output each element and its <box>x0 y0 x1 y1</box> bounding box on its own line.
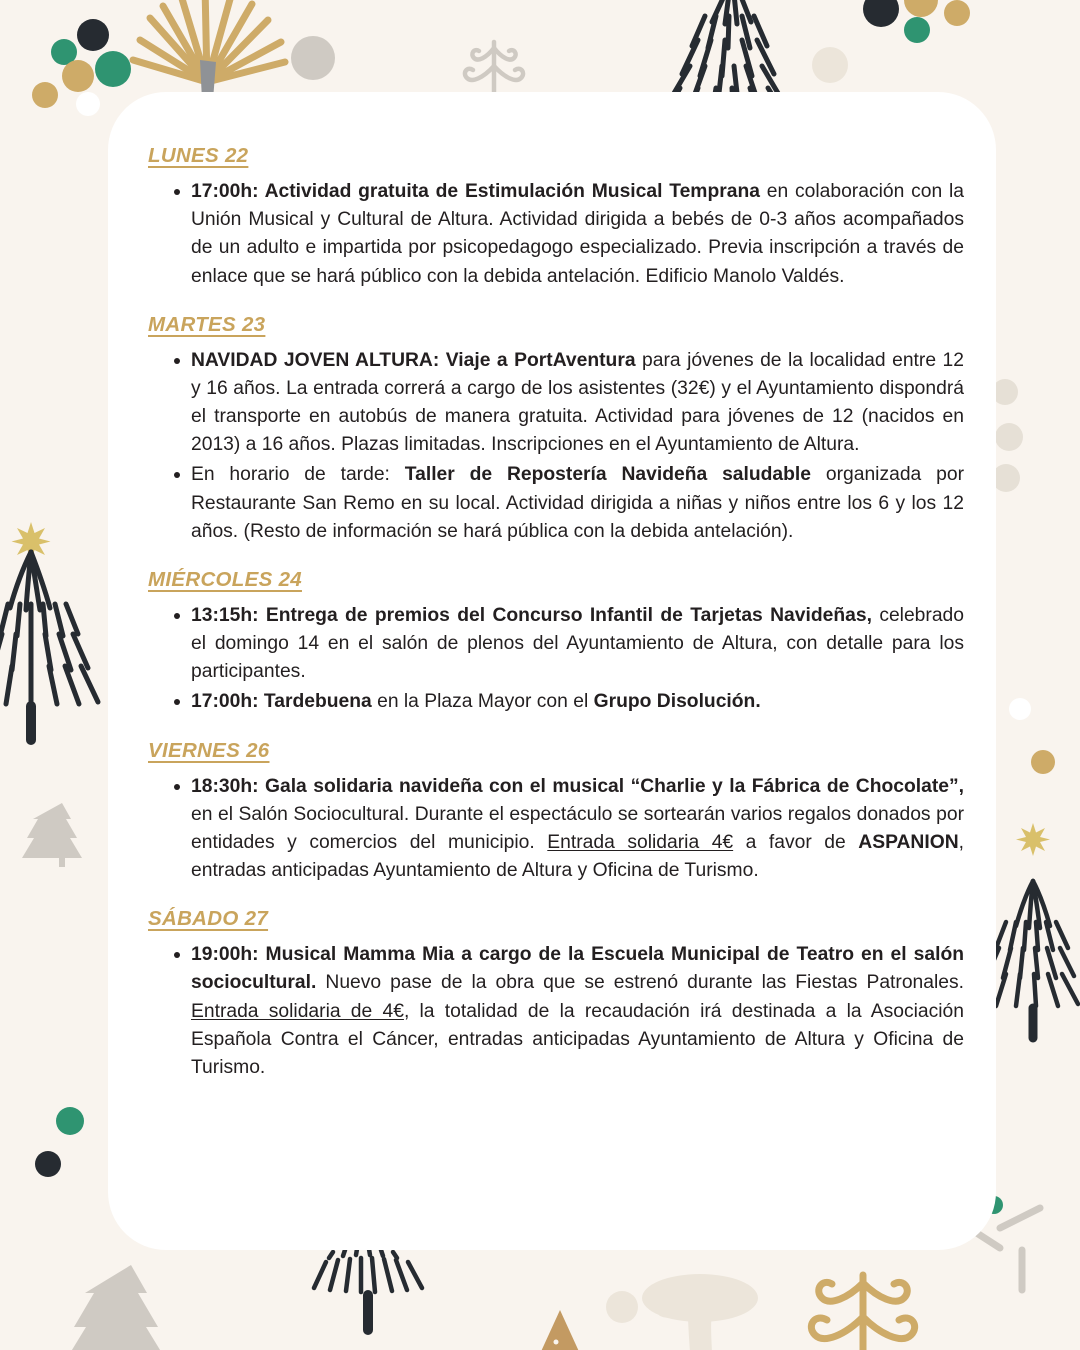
event-text-segment: 17:00h: Tardebuena <box>191 691 372 713</box>
event-text-segment: en el Salón Sociocultural. Durante el espectáculo se sortearán varios regalos donados por entidades y comercios del municipio. <box>191 803 964 853</box>
tree-dark-sketch-bottom-icon <box>314 1249 422 1330</box>
dot-green-top-right <box>904 17 930 43</box>
day-block <box>140 907 964 1082</box>
event-item <box>174 602 964 687</box>
tree-grey-solid-left-icon <box>22 803 82 867</box>
star-gold-right-icon <box>1016 823 1050 856</box>
mushroom-cream-bottom-icon <box>642 1274 758 1350</box>
event-item <box>174 347 964 460</box>
day-heading: MARTES 23 <box>148 312 266 336</box>
event-list <box>140 602 964 717</box>
dot-dark-mid-left <box>35 1151 61 1177</box>
dot-gold-medium <box>62 60 94 92</box>
event-item <box>174 941 964 1082</box>
event-text-segment: a favor de <box>733 831 859 853</box>
event-item <box>174 178 964 291</box>
schedule-list <box>140 144 964 1082</box>
dot-green-small <box>51 39 77 65</box>
dot-white-small <box>76 92 100 116</box>
event-text-segment: 19:00h: Musical Mamma Mia a cargo de la Escuela Municipal de Teatro en el salón sociocultural. <box>191 944 964 994</box>
dot-cream-bottom <box>606 1291 638 1323</box>
event-text-segment: Taller de Repostería Navideña saludable <box>404 464 812 486</box>
event-text-segment: para jóvenes de la localidad entre 12 y 16 años. La entrada correrá a cargo de los asistentes (32€) y el Ayuntamiento dispondrá el transporte en autobús de manera gratuita. Actividad para jóvenes de 12 (nacidos en 2013) a 16 años. Plazas limitadas. Inscripciones en el Ayuntamiento de Altura. <box>191 349 964 456</box>
day-block <box>140 144 964 291</box>
event-text-segment: 17:00h: Actividad gratuita de Estimulación Musical Temprana <box>191 181 760 202</box>
dot-gold-right-mid <box>1031 750 1055 774</box>
program-card <box>108 92 996 1250</box>
event-text-segment: Grupo Disolución. <box>593 691 761 713</box>
dot-gold-small <box>32 82 58 108</box>
dots-grey-right-column-icon <box>992 379 1023 492</box>
day-block <box>140 568 964 717</box>
dot-cream-top <box>812 47 848 83</box>
dot-green-medium <box>95 51 131 87</box>
event-text-segment: , la totalidad de la recaudación irá destinada a la Asociación Española Contra el Cáncer, entradas anticipadas Ayuntamiento de Altura y Oficina de Turismo. <box>191 1000 964 1078</box>
day-block <box>140 313 964 546</box>
event-text-segment: NAVIDAD JOVEN ALTURA: Viaje a PortAventura <box>191 349 636 371</box>
event-item <box>174 688 964 716</box>
event-item <box>174 773 964 886</box>
tree-dark-sketch-left-icon <box>0 522 98 740</box>
event-list <box>140 347 964 546</box>
event-text-segment: en la Plaza Mayor con el <box>371 691 594 713</box>
tree-gold-ornate-bottom-icon <box>811 1275 914 1350</box>
event-text-segment: organizada por Restaurante San Remo en su local. Actividad dirigida a niñas y niños entre los 6 y los 12 años. (Resto de información se hará pública con la debida antelación). <box>191 464 964 542</box>
event-text-segment: Nuevo pase de la obra que se estrenó durante las Fiestas Patronales. <box>316 972 964 994</box>
event-list <box>140 941 964 1082</box>
day-heading: SÁBADO 27 <box>148 907 269 931</box>
tree-brown-triangle-bottom-icon <box>528 1310 592 1350</box>
star-gold-icon <box>12 522 51 561</box>
dot-white-right <box>1009 698 1031 720</box>
dot-gold-top-right <box>904 0 938 17</box>
event-text-segment: 13:15h: Entrega de premios del Concurso Infantil de Tarjetas Navideñas, <box>191 604 872 626</box>
dot-dark-top-left <box>77 19 109 51</box>
event-list <box>140 178 964 291</box>
event-text-segment: 18:30h: Gala solidaria navideña con el musical “Charlie y la Fábrica de Chocolate”, <box>191 775 964 797</box>
event-text-segment: , entradas anticipadas Ayuntamiento de Altura y Oficina de Turismo. <box>191 831 964 882</box>
program-content <box>132 144 972 1230</box>
event-text-segment: En horario de tarde: <box>191 464 405 486</box>
day-heading: LUNES 22 <box>148 144 249 167</box>
dot-grey-top <box>291 36 335 80</box>
dot-green-mid-left <box>56 1107 84 1135</box>
event-text-segment: ASPANION <box>858 831 959 853</box>
event-text-segment: Entrada solidaria 4€ <box>547 831 734 853</box>
day-heading: VIERNES 26 <box>148 738 270 762</box>
event-text-segment: Entrada solidaria de 4€ <box>191 1000 404 1022</box>
dot-gold-top-far-right <box>944 0 970 26</box>
dot-dark-top-right <box>863 0 899 27</box>
event-list <box>140 773 964 886</box>
day-heading: MIÉRCOLES 24 <box>148 567 302 591</box>
event-text-segment: celebrado el domingo 14 en el salón de plenos del Ayuntamiento de Altura, con detalle para los participantes. <box>191 604 965 683</box>
tree-grey-solid-bottom-icon <box>64 1265 168 1350</box>
event-text-segment: en colaboración con la Unión Musical y Cultural de Altura. Actividad dirigida a bebés de 0-3 años acompañados de un adulto e impartida por psicopedagogo especializado. Previa inscripción a través de enlace que se hará público con la debida antelación. Edificio Manolo Valdés. <box>191 181 964 287</box>
event-item <box>174 461 964 546</box>
day-block <box>140 739 964 886</box>
